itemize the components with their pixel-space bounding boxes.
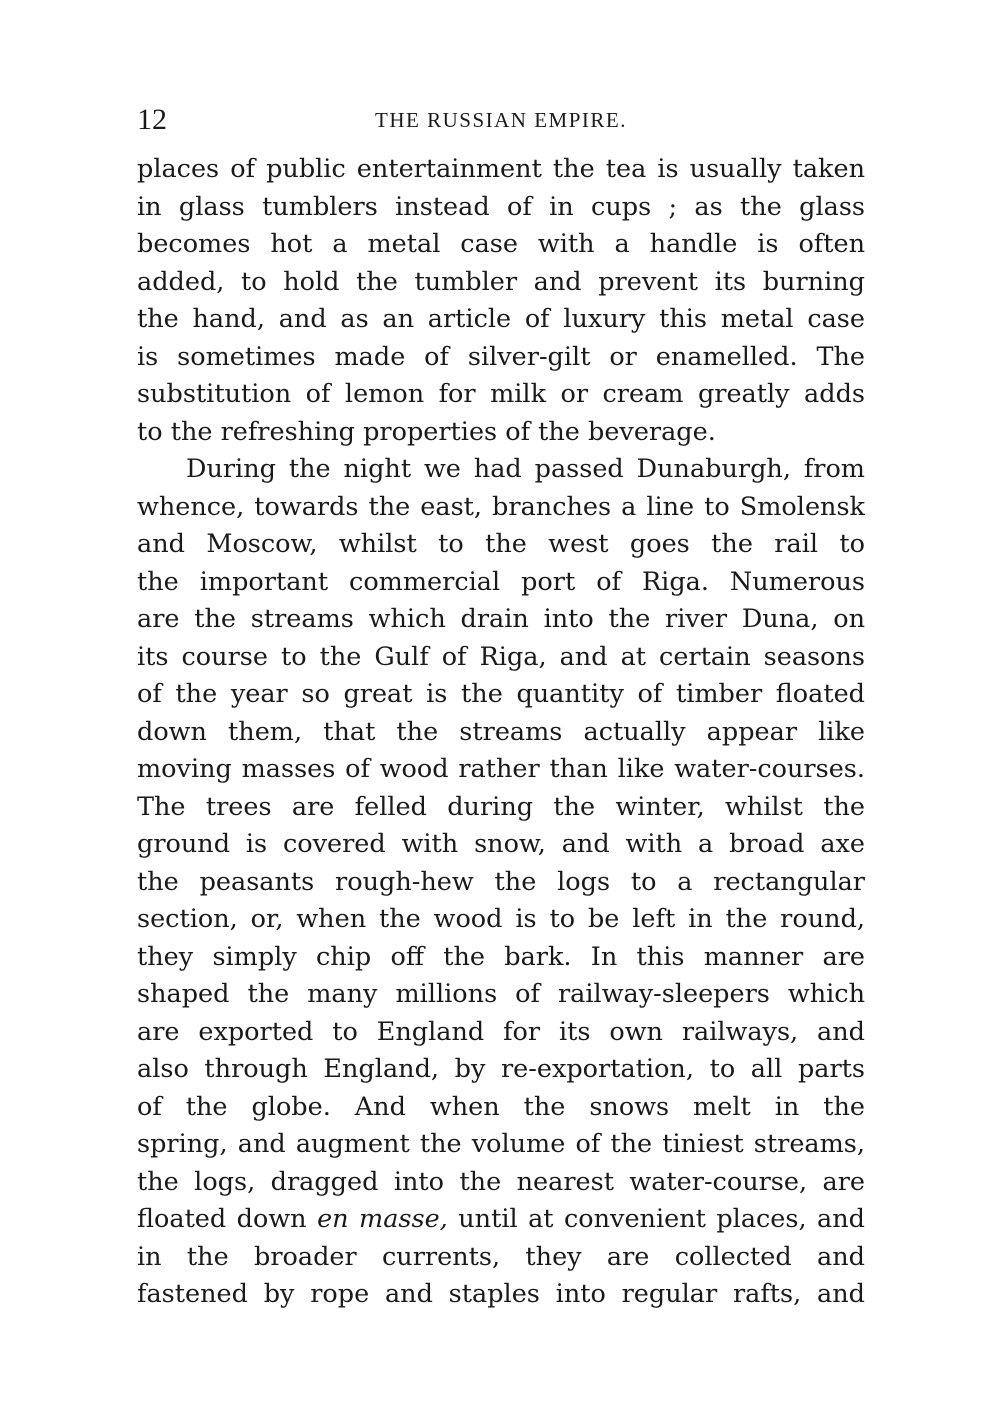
text-line: are the streams which drain into the river Duna, on: [137, 604, 865, 634]
text-line: During the night we had passed Dunaburgh, from: [186, 454, 865, 484]
page-header: [137, 100, 865, 140]
page-number: 12: [137, 103, 167, 136]
text-line: are exported to England for its own railways, and: [137, 1016, 865, 1047]
text-line: fastened by rope and staples into regular rafts, and: [137, 1279, 865, 1309]
text-line-with-italic: [137, 1201, 865, 1239]
paragraph-2: [137, 451, 865, 1314]
text-segment: until at convenient places, and: [447, 1204, 865, 1234]
text-line: The trees are felled during the winter, whilst the: [137, 791, 865, 822]
text-line: down them, that the streams actually appear like: [137, 716, 865, 747]
text-line: becomes hot a metal case with a handle is often: [137, 229, 865, 259]
paragraph-1: [137, 151, 865, 451]
text-line: is sometimes made of silver-gilt or enamelled. The: [137, 341, 865, 372]
italic-phrase: en masse,: [317, 1204, 448, 1234]
text-line: to the refreshing properties of the beverage.: [137, 416, 716, 447]
text-line: added, to hold the tumbler and prevent its burning: [137, 266, 865, 297]
text-line: section, or, when the wood is to be left in the round,: [137, 904, 865, 934]
text-line: in glass tumblers instead of in cups ; as the glass: [137, 191, 865, 222]
text-line: its course to the Gulf of Riga, and at certain seasons: [137, 641, 865, 672]
text-segment: floated down: [137, 1204, 318, 1234]
text-line: spring, and augment the volume of the tiniest streams,: [137, 1129, 865, 1159]
running-head: THE RUSSIAN EMPIRE.: [375, 108, 627, 132]
text-line: of the globe. And when the snows melt in the: [137, 1091, 865, 1122]
text-line: the important commercial port of Riga. Numerous: [137, 566, 865, 597]
text-line: substitution of lemon for milk or cream greatly adds: [137, 379, 865, 409]
text-line: also through England, by re-exportation, to all parts: [137, 1054, 865, 1084]
text-line: they simply chip off the bark. In this manner are: [137, 941, 865, 972]
text-line: the logs, dragged into the nearest water-course, are: [137, 1166, 865, 1197]
text-line: the peasants rough-hew the logs to a rectangular: [137, 866, 865, 897]
text-line: of the year so great is the quantity of timber floated: [137, 679, 865, 709]
text-line: shaped the many millions of railway-sleepers which: [137, 979, 865, 1009]
text-line: in the broader currents, they are collected and: [137, 1241, 865, 1272]
text-line: and Moscow, whilst to the west goes the rail to: [137, 529, 865, 559]
text-line: whence, towards the east, branches a line to Smolensk: [137, 491, 865, 522]
text-line: ground is covered with snow, and with a broad axe: [137, 829, 865, 859]
text-line: places of public entertainment the tea is usually taken: [137, 154, 865, 184]
page-body: [137, 151, 865, 1314]
text-line: moving masses of wood rather than like water-courses.: [137, 754, 865, 784]
text-line: the hand, and as an article of luxury this metal case: [137, 304, 865, 334]
